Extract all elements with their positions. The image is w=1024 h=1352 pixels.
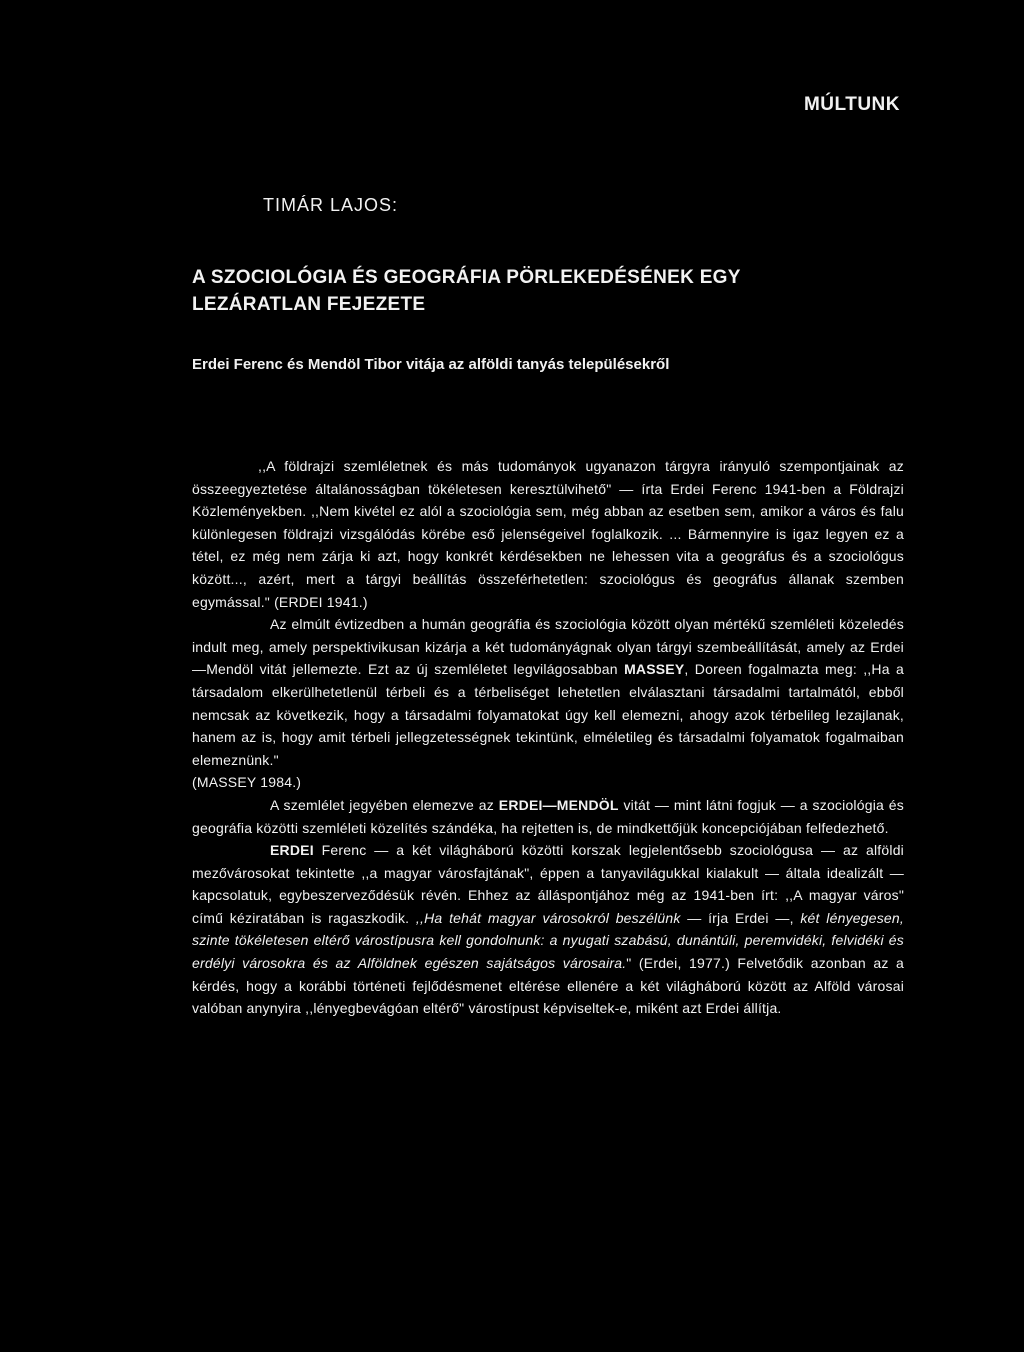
quote-italic-1: ,,Ha tehát magyar városokról beszélünk — [415, 909, 681, 926]
title-line-1: A SZOCIOLÓGIA ÉS GEOGRÁFIA PÖRLEKEDÉSÉNEK EGY — [192, 267, 741, 288]
paragraph-4 — [192, 839, 904, 1020]
article-author: TIMÁR LAJOS: — [263, 195, 399, 215]
paragraph-1: ,,A földrajzi szemléletnek és más tudományok ugyanazon tárgyra irányuló szempontjainak az összeegyeztetése általánosságban tökéletesen keresztülvihető" — írta Erdei Ferenc 1941-ben a Földrajzi Közleményekben. ,,Nem kivétel ez alól a szociológia sem, még abban az esetben sem, amikor a város és falu különlegesen földrajzi vizsgálódás körébe eső jelenségeivel foglalkozik. ... Bármennyire is igaz legyen ez a tétel, ez még nem zárja ki azt, hogy konkrét kérdésekben ne lehessen vita a geográfus és a szociológus között..., azért, mert a tárgyi beállítás összeférhetetlen: szociológus és geográfus állanak szemben egymással." (ERDEI 1941.) — [192, 458, 904, 610]
paragraph-4-text-f: " (Erdei, 1977.) Felvetődik azonban az a kérdés, hogy a korábbi történeti fejlődésmenet eltérése ellenére a két világháború között az Alföld városai valóban anynyira ,,lényegbevágóan eltérő" várostípust képviseltek-e, miként azt Erdei állítja. — [192, 955, 904, 1017]
paragraph-4-text-b: Ferenc — a két világháború közötti korszak legjelentősebb szociológusa — az alföldi mezővárosokat tekintette ,,a magyar városfajtának", éppen a tanyavilágukkal kialakult — általa idealizált — kapcsolatuk, egybeszerveződésük révén. Ehhez az álláspontjához még az 1941-ben írt: ,,A magyar város" című kéziratában is ragaszkodik. — [192, 842, 904, 926]
paragraph-3 — [192, 794, 904, 839]
paragraph-2-text-a: Az elmúlt évtizedben a humán geográfia és szociológia között olyan mértékű szemléleti közeledés indult meg, amely perspektivikusan kizárja a két tudományágnak olyan tárgyi szembeállítását, amely az Erdei—Mendöl vitát jellemezte. Ezt az új szemléletet legvilágosabban — [192, 616, 904, 678]
paragraph-4-text-d: — írja Erdei —, — [680, 909, 801, 926]
article-body — [192, 455, 904, 1020]
erdei-name: ERDEI — [270, 842, 314, 859]
paragraph-3-text-a: A szemlélet jegyében elemezve az — [270, 796, 499, 813]
title-line-2: LEZÁRATLAN FEJEZETE — [192, 294, 426, 315]
erdei-mendol-name: ERDEI—MENDÖL — [498, 796, 619, 813]
article-subtitle: Erdei Ferenc és Mendöl Tibor vitája az alföldi tanyás településekről — [192, 356, 670, 373]
massey-name: MASSEY — [624, 661, 685, 678]
quote-italic-2: két lényegesen, szinte tökéletesen eltérő várostípusra kell gondolnunk: a nyugati szabású, dunántúli, peremvidéki, felvidéki és erdélyi városokra és az Alföldnek egészen sajátságos városaira. — [192, 909, 904, 972]
paragraph-3-text-c: vitát — mint látni fogjuk — a szociológia és geográfia közötti szemléleti közelítés szándéka, ha rejtetten is, de mindkettőjük koncepciójában felfedezhető. — [192, 796, 904, 836]
paragraph-2-citation: (MASSEY 1984.) — [192, 774, 302, 791]
section-label: MÚLTUNK — [803, 94, 900, 115]
paragraph-2 — [192, 613, 904, 771]
paragraph-2-text-c: , Doreen fogalmazta meg: ,,Ha a társadalom elkerülhetetlenül térbeli és a térbeliséget lehetetlen elválasztani társadalmi tartalmától, ebből nemcsak az következik, hogy a társadalmi folyamatokat úgy kell elemezni, ahogy azok térbelileg lezajlanak, hanem az is, hogy amit térbeli jellegzetességnek tekintünk, elméletileg és társadalmi folyamatok fogalmaiban elemeznünk." — [192, 661, 904, 768]
article-title — [192, 264, 852, 318]
